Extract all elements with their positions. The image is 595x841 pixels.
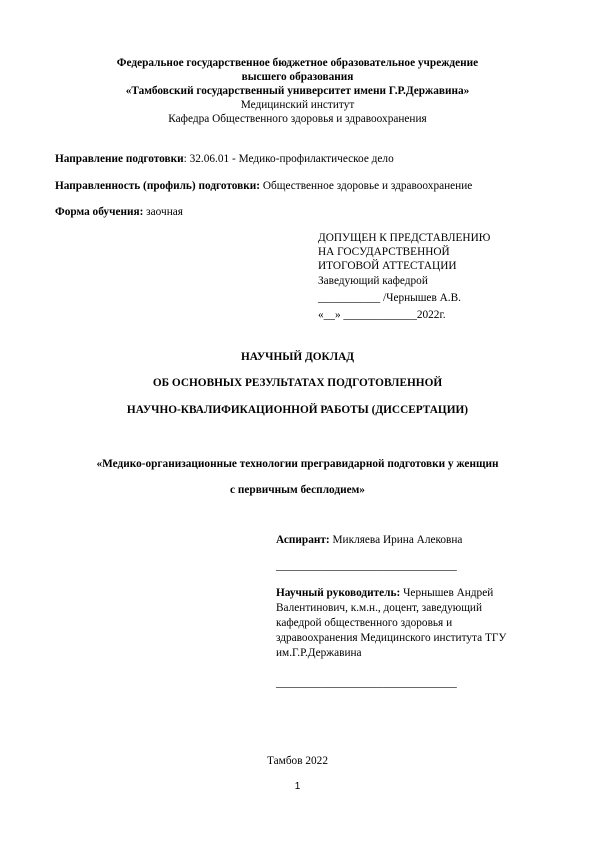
supervisor-line4: здравоохранения Медицинского института ТГУ bbox=[276, 632, 507, 644]
institution-name-line2: высшего образования bbox=[241, 71, 354, 83]
direction-label: Направление подготовки bbox=[55, 153, 184, 165]
aspirant-label: Аспирант: bbox=[276, 534, 330, 546]
topic-line1: «Медико-организационные технологии прегравидарной подготовки у женщин bbox=[96, 458, 499, 470]
profile-label: Направленность (профиль) подготовки: bbox=[55, 180, 261, 192]
page-number: 1 bbox=[294, 781, 301, 792]
supervisor-name: Чернышев Андрей bbox=[400, 587, 494, 599]
department-name: Кафедра Общественного здоровья и здравоохранения bbox=[168, 113, 427, 125]
institute-name: Медицинский институт bbox=[240, 99, 355, 111]
approval-signature: ___________ /Чернышев А.В. bbox=[318, 292, 461, 304]
university-name: «Тамбовский государственный университет имени Г.Р.Державина» bbox=[125, 85, 470, 97]
approval-head-title: Заведующий кафедрой bbox=[318, 275, 428, 287]
supervisor-signature-line: ________________________________ bbox=[276, 677, 457, 689]
report-title-line2: ОБ ОСНОВНЫХ РЕЗУЛЬТАТАХ ПОДГОТОВЛЕННОЙ bbox=[152, 377, 443, 389]
study-form-label: Форма обучения: bbox=[55, 206, 144, 218]
supervisor-line3: кафедрой общественного здоровья и bbox=[276, 617, 453, 629]
city-year: Тамбов 2022 bbox=[267, 755, 328, 767]
supervisor-line5: им.Г.Р.Державина bbox=[276, 647, 362, 659]
supervisor-line2: Валентинович, к.м.н., доцент, заведующий bbox=[276, 602, 483, 614]
report-title-line3: НАУЧНО-КВАЛИФИКАЦИОННОЙ РАБОТЫ (ДИССЕРТАЦИИ) bbox=[126, 404, 469, 416]
report-title-line1: НАУЧНЫЙ ДОКЛАД bbox=[240, 351, 355, 363]
aspirant-line bbox=[276, 534, 462, 546]
approval-line3: ИТОГОВОЙ АТТЕСТАЦИИ bbox=[318, 260, 457, 272]
approval-line2: НА ГОСУДАРСТВЕННОЙ bbox=[318, 246, 450, 258]
study-form-line bbox=[55, 206, 183, 218]
supervisor-line1 bbox=[276, 587, 493, 599]
direction-line bbox=[55, 153, 394, 165]
aspirant-name: Микляева Ирина Алековна bbox=[329, 534, 463, 546]
direction-value: : 32.06.01 - Медико-профилактическое дело bbox=[183, 153, 394, 165]
aspirant-signature-line: ________________________________ bbox=[276, 560, 457, 572]
approval-line1: ДОПУЩЕН К ПРЕДСТАВЛЕНИЮ bbox=[318, 232, 491, 244]
approval-date: «__» _____________2022г. bbox=[318, 309, 446, 321]
institution-name-line1: Федеральное государственное бюджетное образовательное учреждение bbox=[116, 57, 479, 69]
topic-line2: с первичным бесплодием» bbox=[230, 484, 365, 496]
supervisor-label: Научный руководитель: bbox=[276, 587, 401, 599]
profile-line bbox=[55, 180, 472, 192]
study-form-value: заочная bbox=[143, 206, 183, 218]
profile-value: Общественное здоровье и здравоохранение bbox=[260, 180, 473, 192]
